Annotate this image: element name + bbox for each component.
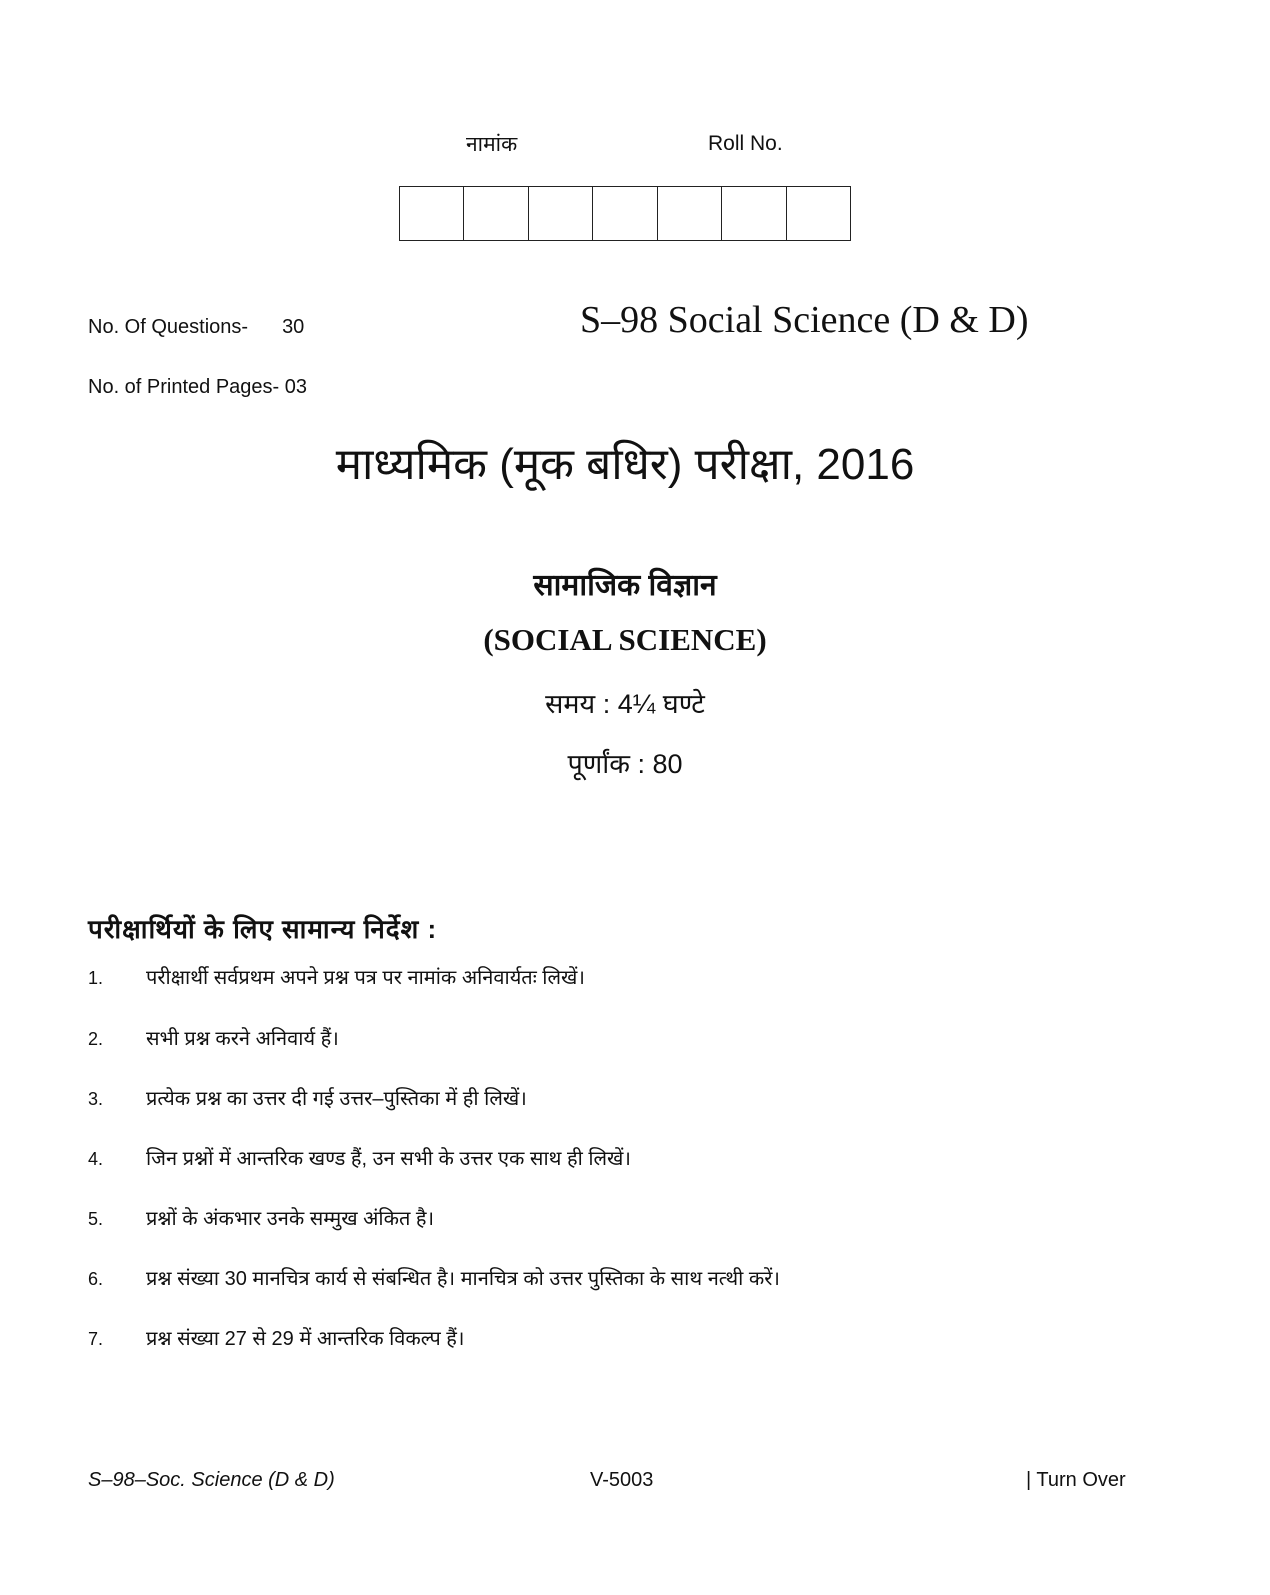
instructions-heading: परीक्षार्थियों के लिए सामान्य निर्देश :	[88, 914, 438, 944]
instruction-number: 7.	[88, 1329, 104, 1349]
roll-box	[529, 187, 593, 240]
questions-count	[88, 316, 304, 339]
instruction-text: प्रत्येक प्रश्न का उत्तर दी गई उत्तर–पुस्तिका में ही लिखें।	[146, 1088, 527, 1110]
instruction-item	[88, 1024, 339, 1051]
roll-number-boxes	[399, 186, 851, 241]
questions-value: 30	[282, 316, 305, 338]
footer-paper-code: S–98–Soc. Science (D & D)	[88, 1469, 335, 1491]
roll-label-hindi: नामांक	[466, 133, 518, 156]
pages-value: 03	[284, 376, 308, 398]
roll-box	[787, 187, 850, 240]
max-marks: पूर्णांक : 80	[567, 749, 683, 779]
time-allowed: समय : 4¼ घण्टे	[545, 689, 705, 719]
roll-label-english: Roll No.	[708, 132, 783, 155]
instruction-number: 5.	[88, 1209, 104, 1229]
roll-box	[722, 187, 786, 240]
roll-box	[464, 187, 528, 240]
instruction-number: 3.	[88, 1089, 104, 1109]
footer-turn-over: | Turn Over	[1026, 1469, 1126, 1491]
pages-label: No. of Printed Pages-	[88, 376, 280, 398]
instruction-text: प्रश्नों के अंकभार उनके सम्मुख अंकित है।	[146, 1208, 435, 1230]
instruction-text: प्रश्न संख्या 27 से 29 में आन्तरिक विकल्प हैं।	[146, 1328, 465, 1350]
instruction-item	[88, 1324, 464, 1351]
instruction-number: 6.	[88, 1269, 104, 1289]
instruction-number: 4.	[88, 1149, 104, 1169]
exam-title: माध्यमिक (मूक बधिर) परीक्षा, 2016	[335, 440, 915, 489]
questions-label: No. Of Questions-	[88, 316, 249, 338]
instruction-item	[88, 1084, 527, 1111]
paper-code: S–98 Social Science (D & D)	[580, 299, 1029, 341]
instruction-text: प्रश्न संख्या 30 मानचित्र कार्य से संबन्धित है। मानचित्र को उत्तर पुस्तिका के साथ नत्थी करें।	[146, 1268, 781, 1290]
instruction-text: सभी प्रश्न करने अनिवार्य हैं।	[146, 1028, 339, 1050]
instruction-item	[88, 1144, 631, 1171]
instruction-text: परीक्षार्थी सर्वप्रथम अपने प्रश्न पत्र पर नामांक अनिवार्यतः लिखें।	[146, 967, 585, 989]
instruction-number: 2.	[88, 1029, 104, 1049]
subject-english: (SOCIAL SCIENCE)	[483, 622, 767, 657]
instruction-item	[88, 963, 585, 990]
instruction-item	[88, 1204, 434, 1231]
instruction-item	[88, 1264, 780, 1291]
instruction-number: 1.	[88, 968, 104, 988]
subject-hindi: सामाजिक विज्ञान	[533, 569, 717, 602]
printed-pages	[88, 376, 307, 399]
roll-box	[593, 187, 657, 240]
footer-version: V-5003	[590, 1469, 654, 1491]
roll-box	[400, 187, 464, 240]
instruction-text: जिन प्रश्नों में आन्तरिक खण्ड हैं, उन सभी के उत्तर एक साथ ही लिखें।	[146, 1148, 631, 1170]
roll-box	[658, 187, 722, 240]
